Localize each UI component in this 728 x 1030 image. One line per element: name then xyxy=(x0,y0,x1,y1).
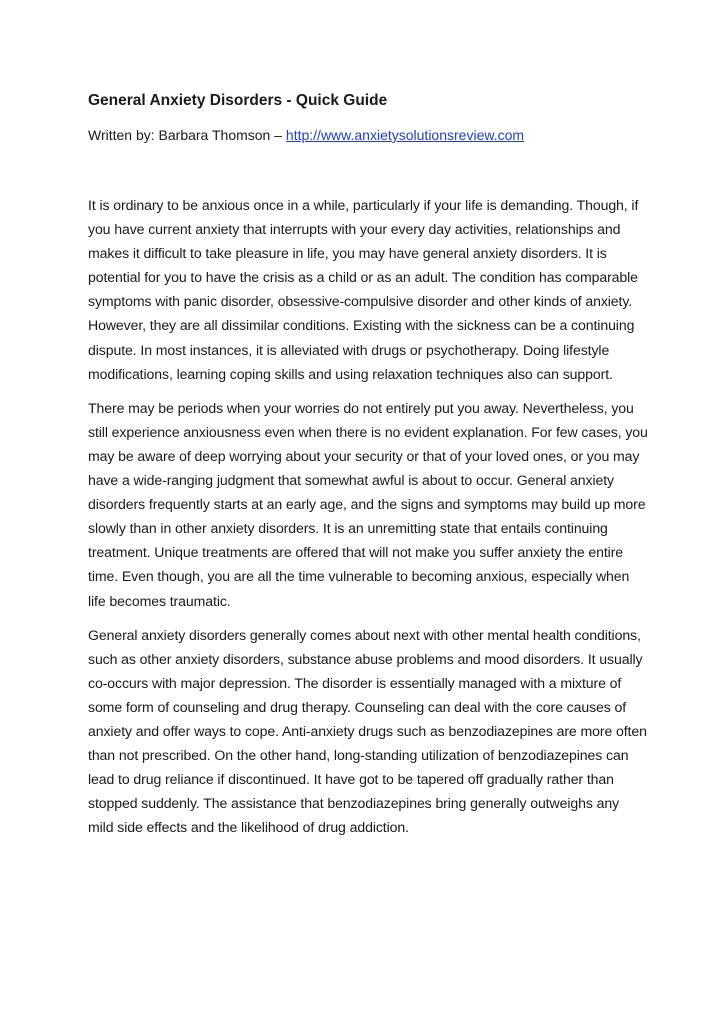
document-page xyxy=(88,90,648,849)
document-title: General Anxiety Disorders - Quick Guide xyxy=(88,92,388,109)
byline xyxy=(88,125,648,145)
paragraph-2: There may be periods when your worries do not entirely put you away. Nevertheless, you still experience anxiousness even when there is no evident explanation. For few cases, you may be aware of deep worrying about your security or that of your loved ones, or you may have a wide-ranging judgment that somewhat awful is about to occur. General anxiety disorders frequently starts at an early age, and the signs and symptoms may build up more slowly than in other anxiety disorders. It is an unremitting state that entails continuing treatment. Unique treatments are offered that will not make you suffer anxiety the entire time. Even though, you are all the time vulnerable to becoming anxious, especially when life becomes traumatic. xyxy=(88,399,648,609)
source-link[interactable]: http://www.anxietysolutionsreview.com xyxy=(285,127,525,143)
paragraph-1: It is ordinary to be anxious once in a while, particularly if your life is demanding. Though, if you have current anxiety that interrupts with your every day activities, relationships and makes it difficult to take pleasure in life, you may have general anxiety disorders. It is potential for you to have the crisis as a child or as an adult. The condition has comparable symptoms with panic disorder, obsessive-compulsive disorder and other kinds of anxiety. However, they are all dissimilar conditions. Existing with the sickness can be a continuing dispute. In most instances, it is alleviated with drugs or psychotherapy. Doing lifestyle modifications, learning coping skills and using relaxation techniques also can support. xyxy=(88,197,639,382)
byline-author: Written by: Barbara Thomson – xyxy=(88,127,286,143)
paragraph-3: General anxiety disorders generally comes about next with other mental health conditions, such as other anxiety disorders, substance abuse problems and mood disorders. It usually co-occurs with major depression. The disorder is essentially managed with a mixture of some form of counseling and drug therapy. Counseling can deal with the core causes of anxiety and offer ways to cope. Anti-anxiety drugs such as benzodiazepines are more often than not prescribed. On the other hand, long-standing utilization of benzodiazepines can lead to drug reliance if discontinued. It have got to be tapered off gradually rather than stopped suddenly. The assistance that benzodiazepines bring generally outweighs any mild side effects and the likelihood of drug addiction. xyxy=(88,626,647,836)
document-body xyxy=(88,193,648,839)
